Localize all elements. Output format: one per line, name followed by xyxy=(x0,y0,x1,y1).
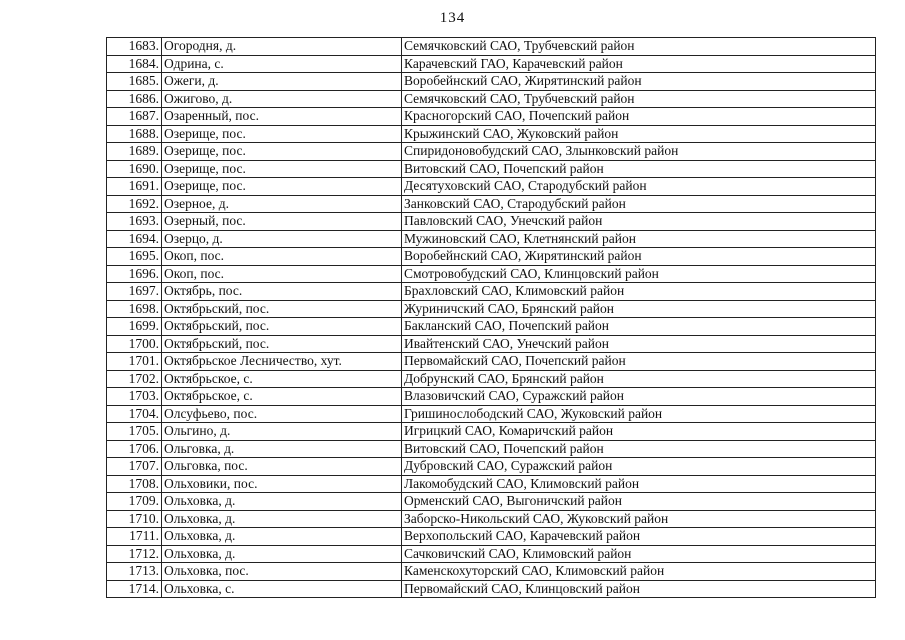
table-row xyxy=(107,580,876,598)
administrative-unit-cell: Семячковский САО, Трубчевский район xyxy=(402,38,876,56)
settlement-name-cell: Озерное, д. xyxy=(162,195,402,213)
settlement-name-cell: Октябрьский, пос. xyxy=(162,335,402,353)
row-number-cell: 1694. xyxy=(107,230,162,248)
table-row xyxy=(107,90,876,108)
table-row xyxy=(107,510,876,528)
table-body xyxy=(107,38,876,598)
row-number-cell: 1700. xyxy=(107,335,162,353)
administrative-unit-cell: Заборско-Никольский САО, Жуковский район xyxy=(402,510,876,528)
row-number-cell: 1705. xyxy=(107,423,162,441)
table-row xyxy=(107,195,876,213)
row-number-cell: 1692. xyxy=(107,195,162,213)
table-row xyxy=(107,38,876,56)
settlement-name-cell: Озерище, пос. xyxy=(162,125,402,143)
table-row xyxy=(107,143,876,161)
administrative-unit-cell: Крыжинский САО, Жуковский район xyxy=(402,125,876,143)
administrative-unit-cell: Влазовичский САО, Суражский район xyxy=(402,388,876,406)
row-number-cell: 1693. xyxy=(107,213,162,231)
row-number-cell: 1696. xyxy=(107,265,162,283)
table-row xyxy=(107,73,876,91)
settlement-name-cell: Озаренный, пос. xyxy=(162,108,402,126)
settlement-name-cell: Ольховка, д. xyxy=(162,545,402,563)
table-row xyxy=(107,283,876,301)
table-row xyxy=(107,213,876,231)
settlement-name-cell: Ольховики, пос. xyxy=(162,475,402,493)
row-number-cell: 1688. xyxy=(107,125,162,143)
settlement-name-cell: Ольховка, д. xyxy=(162,528,402,546)
settlement-name-cell: Окоп, пос. xyxy=(162,265,402,283)
settlement-name-cell: Ольховка, д. xyxy=(162,510,402,528)
administrative-unit-cell: Первомайский САО, Клинцовский район xyxy=(402,580,876,598)
row-number-cell: 1707. xyxy=(107,458,162,476)
administrative-unit-cell: Воробейнский САО, Жирятинский район xyxy=(402,248,876,266)
row-number-cell: 1714. xyxy=(107,580,162,598)
row-number-cell: 1687. xyxy=(107,108,162,126)
table-row xyxy=(107,108,876,126)
administrative-unit-cell: Семячковский САО, Трубчевский район xyxy=(402,90,876,108)
row-number-cell: 1689. xyxy=(107,143,162,161)
settlement-name-cell: Ольховка, пос. xyxy=(162,563,402,581)
administrative-unit-cell: Добрунский САО, Брянский район xyxy=(402,370,876,388)
settlement-name-cell: Ожеги, д. xyxy=(162,73,402,91)
administrative-unit-cell: Воробейнский САО, Жирятинский район xyxy=(402,73,876,91)
settlement-name-cell: Олсуфьево, пос. xyxy=(162,405,402,423)
table-row xyxy=(107,458,876,476)
administrative-unit-cell: Десятуховский САО, Стародубский район xyxy=(402,178,876,196)
settlement-name-cell: Озерище, пос. xyxy=(162,160,402,178)
settlement-name-cell: Озерный, пос. xyxy=(162,213,402,231)
row-number-cell: 1697. xyxy=(107,283,162,301)
administrative-unit-cell: Смотровобудский САО, Клинцовский район xyxy=(402,265,876,283)
row-number-cell: 1699. xyxy=(107,318,162,336)
row-number-cell: 1683. xyxy=(107,38,162,56)
administrative-unit-cell: Дубровский САО, Суражский район xyxy=(402,458,876,476)
settlement-name-cell: Ожигово, д. xyxy=(162,90,402,108)
table-row xyxy=(107,405,876,423)
settlement-name-cell: Озерище, пос. xyxy=(162,178,402,196)
administrative-unit-cell: Занковский САО, Стародубский район xyxy=(402,195,876,213)
administrative-unit-cell: Спиридоновобудский САО, Злынковский район xyxy=(402,143,876,161)
table-row xyxy=(107,563,876,581)
table-row xyxy=(107,475,876,493)
settlement-name-cell: Ольговка, пос. xyxy=(162,458,402,476)
table-row xyxy=(107,545,876,563)
table-row xyxy=(107,178,876,196)
row-number-cell: 1684. xyxy=(107,55,162,73)
row-number-cell: 1701. xyxy=(107,353,162,371)
administrative-unit-cell: Журиничский САО, Брянский район xyxy=(402,300,876,318)
table-row xyxy=(107,230,876,248)
row-number-cell: 1685. xyxy=(107,73,162,91)
table-row xyxy=(107,493,876,511)
table-row xyxy=(107,335,876,353)
administrative-unit-cell: Ивайтенский САО, Унечский район xyxy=(402,335,876,353)
settlement-name-cell: Озерцо, д. xyxy=(162,230,402,248)
table-row xyxy=(107,55,876,73)
administrative-unit-cell: Мужиновский САО, Клетнянский район xyxy=(402,230,876,248)
row-number-cell: 1709. xyxy=(107,493,162,511)
row-number-cell: 1686. xyxy=(107,90,162,108)
settlement-name-cell: Октябрьское Лесничество, хут. xyxy=(162,353,402,371)
table-row xyxy=(107,388,876,406)
administrative-unit-cell: Гришинослободский САО, Жуковский район xyxy=(402,405,876,423)
table-row xyxy=(107,353,876,371)
administrative-unit-cell: Красногорский САО, Почепский район xyxy=(402,108,876,126)
settlement-name-cell: Огородня, д. xyxy=(162,38,402,56)
table-row xyxy=(107,528,876,546)
row-number-cell: 1713. xyxy=(107,563,162,581)
administrative-unit-cell: Бакланский САО, Почепский район xyxy=(402,318,876,336)
row-number-cell: 1703. xyxy=(107,388,162,406)
table-row xyxy=(107,300,876,318)
administrative-unit-cell: Брахловский САО, Климовский район xyxy=(402,283,876,301)
settlement-name-cell: Ольховка, с. xyxy=(162,580,402,598)
settlement-name-cell: Октябрьское, с. xyxy=(162,388,402,406)
table-row xyxy=(107,370,876,388)
administrative-unit-cell: Карачевский ГАО, Карачевский район xyxy=(402,55,876,73)
row-number-cell: 1698. xyxy=(107,300,162,318)
administrative-unit-cell: Орменский САО, Выгоничский район xyxy=(402,493,876,511)
settlement-name-cell: Одрина, с. xyxy=(162,55,402,73)
administrative-unit-cell: Павловский САО, Унечский район xyxy=(402,213,876,231)
settlement-name-cell: Окоп, пос. xyxy=(162,248,402,266)
settlement-name-cell: Ольховка, д. xyxy=(162,493,402,511)
administrative-unit-cell: Витовский САО, Почепский район xyxy=(402,160,876,178)
settlement-name-cell: Октябрьский, пос. xyxy=(162,318,402,336)
table-row xyxy=(107,440,876,458)
table-row xyxy=(107,265,876,283)
table-row xyxy=(107,423,876,441)
row-number-cell: 1712. xyxy=(107,545,162,563)
table-row xyxy=(107,125,876,143)
row-number-cell: 1691. xyxy=(107,178,162,196)
settlement-name-cell: Октябрь, пос. xyxy=(162,283,402,301)
settlement-name-cell: Октябрьский, пос. xyxy=(162,300,402,318)
administrative-unit-cell: Сачковичский САО, Климовский район xyxy=(402,545,876,563)
row-number-cell: 1695. xyxy=(107,248,162,266)
settlement-name-cell: Ольгино, д. xyxy=(162,423,402,441)
settlement-name-cell: Октябрьское, с. xyxy=(162,370,402,388)
row-number-cell: 1710. xyxy=(107,510,162,528)
table-row xyxy=(107,160,876,178)
administrative-unit-cell: Витовский САО, Почепский район xyxy=(402,440,876,458)
row-number-cell: 1690. xyxy=(107,160,162,178)
settlement-name-cell: Озерище, пос. xyxy=(162,143,402,161)
administrative-unit-cell: Первомайский САО, Почепский район xyxy=(402,353,876,371)
administrative-unit-cell: Игрицкий САО, Комаричский район xyxy=(402,423,876,441)
settlement-table xyxy=(106,37,876,598)
row-number-cell: 1706. xyxy=(107,440,162,458)
administrative-unit-cell: Верхопольский САО, Карачевский район xyxy=(402,528,876,546)
administrative-unit-cell: Каменскохуторский САО, Климовский район xyxy=(402,563,876,581)
administrative-unit-cell: Лакомобудский САО, Климовский район xyxy=(402,475,876,493)
row-number-cell: 1702. xyxy=(107,370,162,388)
table-row xyxy=(107,318,876,336)
row-number-cell: 1708. xyxy=(107,475,162,493)
row-number-cell: 1704. xyxy=(107,405,162,423)
table-row xyxy=(107,248,876,266)
page-number: 134 xyxy=(439,10,466,26)
settlement-name-cell: Ольговка, д. xyxy=(162,440,402,458)
row-number-cell: 1711. xyxy=(107,528,162,546)
